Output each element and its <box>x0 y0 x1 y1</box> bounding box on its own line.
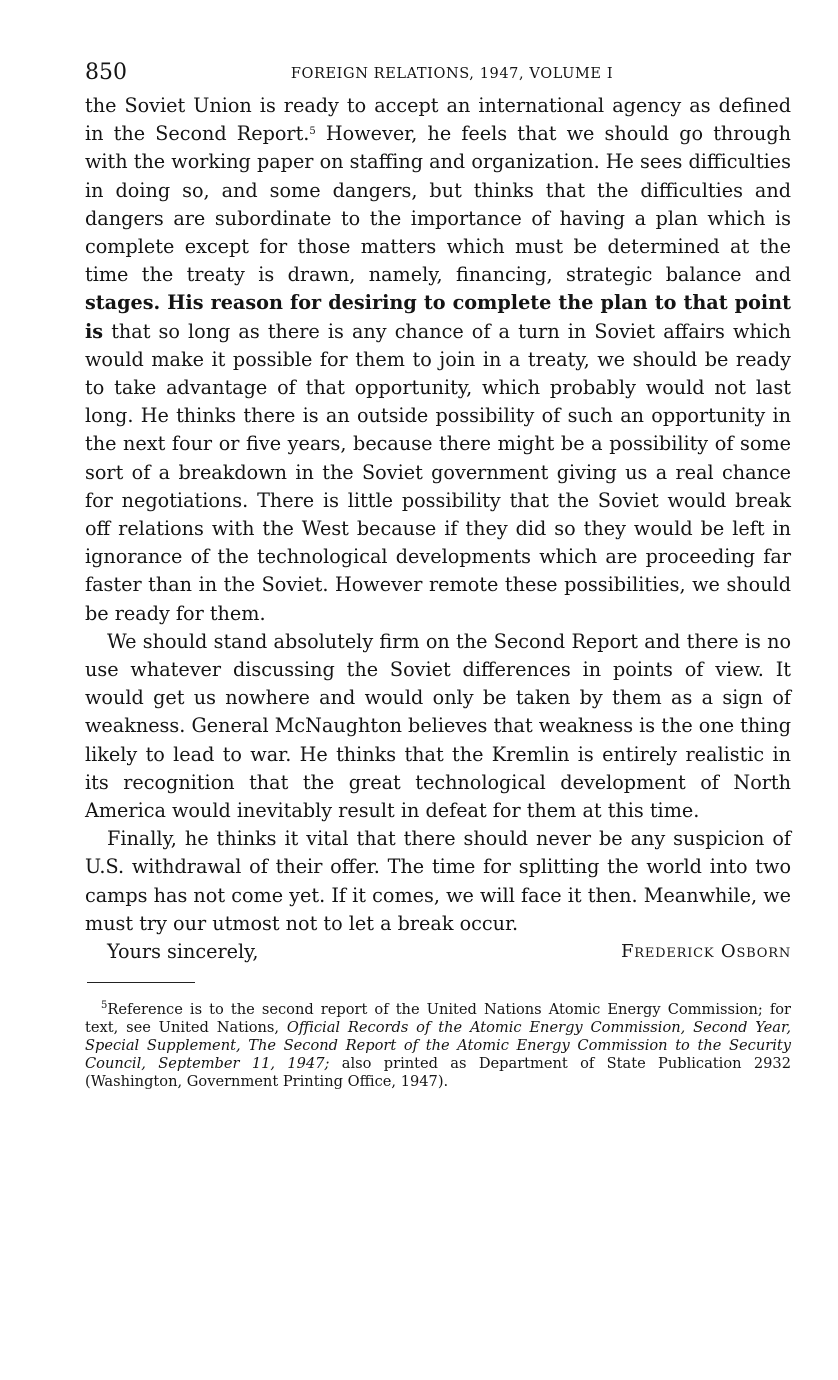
document-page <box>85 58 791 1106</box>
paragraph-3: Finally, he thinks it vital that there should never be any suspicion of U.S. withdrawal of their offer. The time for splitting the world into two camps has not come yet. If it comes, we will face it then. Meanwhile, we must try our utmost not to let a break occur. <box>85 827 791 935</box>
paragraph-1-text-b: However, he feels that we should go through with the working paper on staffing and organization. He sees difficulties in doing so, and some dangers, but thinks that the difficulties and dangers are subordinate to the importance of having a plan which is complete except for those matters which must be determined at the time the treaty is drawn, namely, financing, strategic balance and <box>85 122 791 287</box>
paragraph-1-text-c: that so long as there is any chance of a turn in Soviet affairs which would make it possible for them to join in a treaty, we should be ready to take advantage of that opportunity, which probably would not last long. He thinks there is an outside possibility of such an opportunity in the next four or five years, because there might be a possibility of some sort of a breakdown in the Soviet government giving us a real chance for negotiations. There is little possibility that the Soviet would break off relations with the West because if they did so they would be left in ignorance of the technological developments which are proceeding far faster than in the Soviet. However remote these possibilities, we should be ready for them. <box>85 319 791 625</box>
footnote-text-b: also printed as Department of State Publication 2932 (Washington, Government Printing Office, 1947). <box>85 1055 791 1091</box>
page-number: 850 <box>85 60 127 85</box>
footnote-divider <box>87 982 195 983</box>
letter-closing <box>85 938 791 966</box>
paragraph-1 <box>85 92 791 628</box>
signature: Frederick Osborn <box>620 941 791 963</box>
footnote-italic-citation: Official Records of the Atomic Energy Commission, Second Year, Special Supplement, The Second Report of the Atomic Energy Commission to the Security Council, September 11, 1947; <box>85 1019 792 1073</box>
page-header <box>85 58 791 92</box>
paragraph-1-text-a: the Soviet Union is ready to accept an international agency as defined in the Second Report. <box>85 94 791 146</box>
footnote-text-a: Reference is to the second report of the United Nations Atomic Energy Commission; for text, see United Nations, <box>85 1001 791 1037</box>
paragraph-1-bold-text: stages. His reason for desiring to complete the plan to that point is <box>85 291 791 343</box>
footnote-reference: 5 <box>309 126 316 138</box>
letter-body <box>85 92 791 938</box>
footnote-marker: 5 <box>101 1000 108 1012</box>
salutation: Yours sincerely, <box>107 940 259 964</box>
paragraph-2: We should stand absolutely firm on the Second Report and there is no use whatever discussing the Soviet differences in points of view. It would get us nowhere and would only be taken by them as a sign of weakness. General McNaughton believes that weakness is the one thing likely to lead to war. He thinks that the Kremlin is entirely realistic in its recognition that the great technological development of North America would inevitably result in defeat for them at this time. <box>85 629 791 823</box>
footnote <box>85 1001 791 1091</box>
running-head: FOREIGN RELATIONS, 1947, VOLUME I <box>290 66 614 82</box>
